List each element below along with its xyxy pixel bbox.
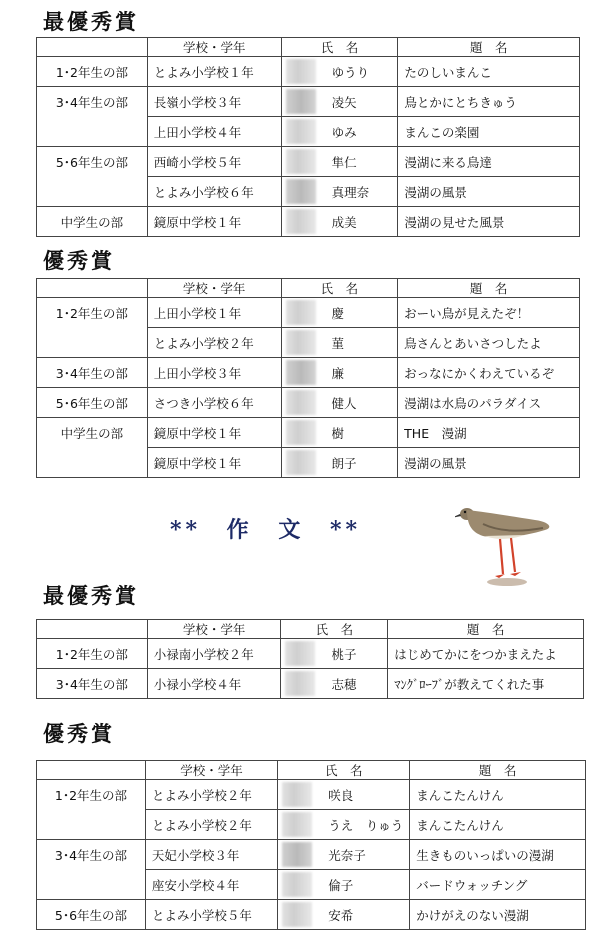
redacted-surname-blur	[286, 119, 316, 144]
sandpiper-bird-image	[455, 502, 555, 590]
name-cell	[281, 328, 398, 358]
table-row	[37, 780, 586, 810]
table-row	[37, 639, 584, 669]
table-row	[37, 418, 580, 448]
given-name: 倫子	[328, 877, 354, 893]
division-cell: 3･4年生の部	[37, 840, 146, 900]
table-row	[37, 57, 580, 87]
title-cell: バードウォッチング	[410, 870, 586, 900]
title-cell: たのしいまんこ	[398, 57, 580, 87]
given-name: 成美	[331, 214, 357, 230]
redacted-surname-blur	[282, 842, 312, 867]
table-row	[37, 388, 580, 418]
header-title: 題 名	[388, 620, 584, 639]
title-cell: まんこの楽園	[398, 117, 580, 147]
given-name: ゆうり	[331, 64, 370, 80]
table-row	[37, 840, 586, 870]
table-row	[37, 298, 580, 328]
division-cell: 5･6年生の部	[37, 388, 148, 418]
header-division	[37, 38, 148, 57]
title-cell: 漫湖の風景	[398, 177, 580, 207]
division-cell: 3･4年生の部	[37, 358, 148, 388]
school-cell: 上田小学校１年	[147, 298, 281, 328]
name-cell	[281, 358, 398, 388]
redacted-surname-blur	[286, 330, 316, 355]
division-cell: 5･6年生の部	[37, 147, 148, 207]
given-name: 真理奈	[331, 184, 370, 200]
table-row	[37, 358, 580, 388]
given-name: 廉	[331, 365, 345, 381]
section-heading-saiyushu-1: 最優秀賞	[43, 9, 139, 34]
school-cell: 鏡原中学校１年	[147, 418, 281, 448]
header-name: 氏 名	[281, 620, 388, 639]
name-cell	[281, 147, 398, 177]
redacted-surname-blur	[286, 209, 316, 234]
section-heading-yushu-1: 優秀賞	[43, 248, 115, 273]
given-name: 朗子	[331, 455, 357, 471]
title-cell: 漫湖は水鳥のパラダイス	[398, 388, 580, 418]
table-row	[37, 207, 580, 237]
school-cell: とよみ小学校５年	[145, 900, 277, 930]
header-school: 学校・学年	[147, 279, 281, 298]
table-header-row	[37, 761, 586, 780]
given-name: ゆみ	[331, 124, 357, 140]
school-cell: とよみ小学校６年	[147, 177, 281, 207]
school-cell: とよみ小学校２年	[147, 328, 281, 358]
sakubun-banner: ** 作 文 **	[170, 517, 361, 543]
given-name: 桃子	[331, 646, 357, 662]
name-cell	[281, 669, 388, 699]
redacted-surname-blur	[282, 872, 312, 897]
name-cell	[278, 780, 410, 810]
header-title: 題 名	[410, 761, 586, 780]
award-table-saiyushu-2	[36, 619, 584, 699]
given-name: 光奈子	[328, 847, 366, 863]
name-cell	[281, 177, 398, 207]
division-cell: 中学生の部	[37, 418, 148, 478]
title-cell: おーい鳥が見えたぞ！	[398, 298, 580, 328]
name-cell	[281, 388, 398, 418]
redacted-surname-blur	[286, 420, 316, 445]
table-header-row	[37, 279, 580, 298]
name-cell	[281, 207, 398, 237]
school-cell: さつき小学校６年	[147, 388, 281, 418]
given-name: うえ りゅう	[328, 817, 404, 833]
division-cell: 中学生の部	[37, 207, 148, 237]
school-cell: とよみ小学校２年	[145, 810, 277, 840]
title-cell: はじめてかにをつかまえたよ	[388, 639, 584, 669]
redacted-surname-blur	[282, 902, 312, 927]
header-name: 氏 名	[278, 761, 410, 780]
header-title: 題 名	[398, 279, 580, 298]
school-cell: 座安小学校４年	[145, 870, 277, 900]
award-table-saiyushu-1	[36, 37, 580, 237]
header-school: 学校・学年	[147, 38, 281, 57]
title-cell: 鳥とかにとちきゅう	[398, 87, 580, 117]
division-cell: 3･4年生の部	[37, 669, 148, 699]
given-name: 健人	[331, 395, 357, 411]
division-cell: 5･6年生の部	[37, 900, 146, 930]
name-cell	[281, 57, 398, 87]
award-table-yushu-2	[36, 760, 586, 930]
header-division	[37, 279, 148, 298]
title-cell: ﾏﾝｸﾞﾛｰﾌﾞが教えてくれた事	[388, 669, 584, 699]
redacted-surname-blur	[286, 149, 316, 174]
header-division	[37, 620, 148, 639]
title-cell: 漫湖に来る鳥達	[398, 147, 580, 177]
redacted-surname-blur	[286, 300, 316, 325]
division-cell: 1･2年生の部	[37, 639, 148, 669]
redacted-surname-blur	[285, 671, 315, 696]
name-cell	[278, 840, 410, 870]
school-cell: 上田小学校４年	[147, 117, 281, 147]
redacted-surname-blur	[282, 812, 312, 837]
school-cell: 鏡原中学校１年	[147, 207, 281, 237]
title-cell: まんこたんけん	[410, 780, 586, 810]
title-cell: 漫湖の見せた風景	[398, 207, 580, 237]
name-cell	[281, 639, 388, 669]
division-cell: 3･4年生の部	[37, 87, 148, 147]
name-cell	[281, 87, 398, 117]
table-header-row	[37, 620, 584, 639]
redacted-surname-blur	[286, 179, 316, 204]
table-row	[37, 669, 584, 699]
name-cell	[278, 870, 410, 900]
title-cell: おっなにかくわえているぞ	[398, 358, 580, 388]
name-cell	[278, 810, 410, 840]
redacted-surname-blur	[282, 782, 312, 807]
given-name: 隼仁	[331, 154, 357, 170]
name-cell	[281, 298, 398, 328]
school-cell: 西崎小学校５年	[147, 147, 281, 177]
header-division	[37, 761, 146, 780]
section-heading-saiyushu-2: 最優秀賞	[43, 583, 139, 608]
redacted-surname-blur	[286, 360, 316, 385]
school-cell: とよみ小学校２年	[145, 780, 277, 810]
table-row	[37, 900, 586, 930]
school-cell: 小禄南小学校２年	[147, 639, 281, 669]
section-heading-yushu-2: 優秀賞	[43, 721, 115, 746]
given-name: 慶	[331, 305, 345, 321]
table-row	[37, 147, 580, 177]
title-cell: 鳥さんとあいさつしたよ	[398, 328, 580, 358]
division-cell: 1･2年生の部	[37, 298, 148, 358]
title-cell: まんこたんけん	[410, 810, 586, 840]
header-name: 氏 名	[281, 38, 398, 57]
header-school: 学校・学年	[147, 620, 281, 639]
title-cell: 漫湖の風景	[398, 448, 580, 478]
given-name: 志穂	[331, 676, 357, 692]
redacted-surname-blur	[286, 59, 316, 84]
redacted-surname-blur	[286, 89, 316, 114]
school-cell: 鏡原中学校１年	[147, 448, 281, 478]
school-cell: 小禄小学校４年	[147, 669, 281, 699]
division-cell: 1･2年生の部	[37, 57, 148, 87]
name-cell	[278, 900, 410, 930]
school-cell: とよみ小学校１年	[147, 57, 281, 87]
school-cell: 天妃小学校３年	[145, 840, 277, 870]
table-row	[37, 87, 580, 117]
name-cell	[281, 117, 398, 147]
name-cell	[281, 418, 398, 448]
given-name: 咲良	[328, 787, 354, 803]
name-cell	[281, 448, 398, 478]
school-cell: 長嶺小学校３年	[147, 87, 281, 117]
award-table-yushu-1	[36, 278, 580, 478]
title-cell: 生きものいっぱいの漫湖	[410, 840, 586, 870]
given-name: 凌矢	[331, 94, 357, 110]
header-name: 氏 名	[281, 279, 398, 298]
given-name: 菫	[331, 335, 345, 351]
redacted-surname-blur	[285, 641, 315, 666]
division-cell: 1･2年生の部	[37, 780, 146, 840]
table-header-row	[37, 38, 580, 57]
redacted-surname-blur	[286, 390, 316, 415]
header-school: 学校・学年	[145, 761, 277, 780]
header-title: 題 名	[398, 38, 580, 57]
given-name: 安希	[328, 907, 354, 923]
given-name: 樹	[331, 425, 345, 441]
school-cell: 上田小学校３年	[147, 358, 281, 388]
title-cell: THE 漫湖	[398, 418, 580, 448]
title-cell: かけがえのない漫湖	[410, 900, 586, 930]
redacted-surname-blur	[286, 450, 316, 475]
